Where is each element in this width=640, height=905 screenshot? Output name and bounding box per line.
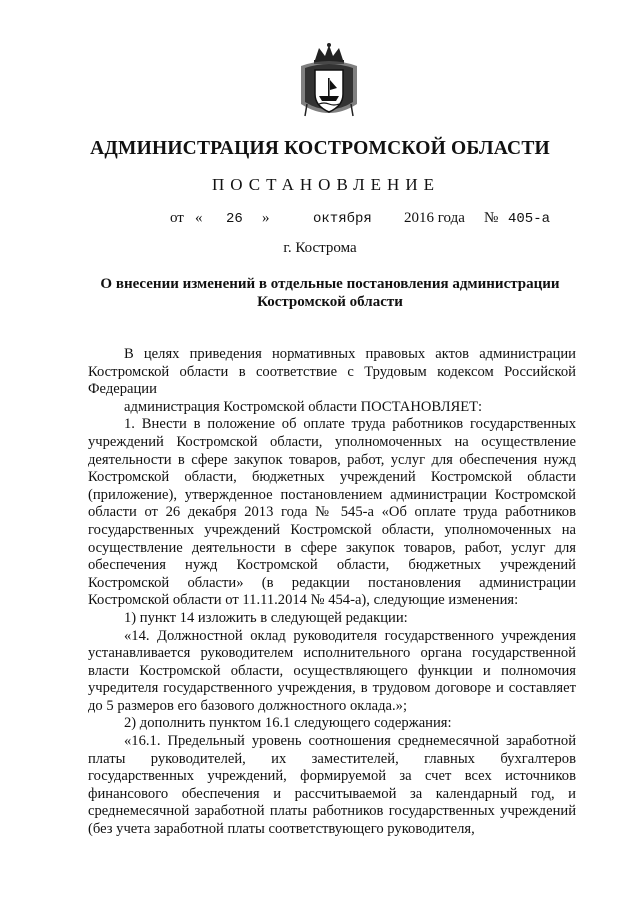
document-number: 405-а xyxy=(508,211,551,227)
body-paragraph: администрация Костромской области ПОСТАНОВЛЯЕТ: xyxy=(124,398,483,415)
date-prefix: от xyxy=(170,210,184,226)
date-day: 26 xyxy=(226,211,243,227)
date-year: 2016 года xyxy=(404,210,465,226)
document-body xyxy=(88,346,576,839)
body-paragraph: 1. Внести в положение об оплате труда работников государственных учреждений Костромской области, уполномоченных на осуществление деятельности в сфере закупок товаров, работ, услуг для обеспечения нужд Костромской области, бюджетных учреждений Костромской области (приложение), утвержденное постановлением администрации Костромской области от 26 декабря 2013 года № 545-а «Об оплате труда работников государственных учреждений Костромской области, уполномоченных на осуществление деятельности в сфере закупок товаров, работ, услуг для обеспечения нужд Костромской области, бюджетных учреждений Костромской области» (в редакции постановления администрации Костромской области от 11.11.2014 № 454-а), следующие изменения: xyxy=(88,416,576,609)
city: г. Кострома xyxy=(283,240,357,256)
document-subject xyxy=(95,275,565,311)
body-paragraph: 2) дополнить пунктом 16.1 следующего содержания: xyxy=(124,715,452,732)
document-type: ПОСТАНОВЛЕНИЕ xyxy=(211,175,440,194)
subject-line: Костромской области xyxy=(257,294,403,310)
date-quote-open: « xyxy=(195,210,203,226)
subject-line: О внесении изменений в отдельные постановления администрации xyxy=(100,276,560,292)
organization-title: АДМИНИСТРАЦИЯ КОСТРОМСКОЙ ОБЛАСТИ xyxy=(90,138,550,159)
body-paragraph: В целях приведения нормативных правовых актов администрации Костромской области в соответствие с Трудовым кодексом Российской Федерации xyxy=(88,346,576,398)
body-paragraph: «14. Должностной оклад руководителя государственного учреждения устанавливается руководителем исполнительного органа государственной власти Костромской области, осуществляющего функции и полномочия учредителя государственного учреждения, в трудовом договоре и составляет до 5 размеров его базового должностного оклада.»; xyxy=(88,627,576,714)
number-sign: № xyxy=(484,210,499,226)
date-quote-close: » xyxy=(262,210,270,226)
kostroma-coat-of-arms-icon xyxy=(297,42,361,122)
date-month: октября xyxy=(313,211,372,227)
body-paragraph: «16.1. Предельный уровень соотношения среднемесячной заработной платы руководителей, их заместителей, главных бухгалтеров государственных учреждений, формируемой за счет всех источников финансового обеспечения и рассчитываемой за календарный год, и среднемесячной заработной платы работников государственных учреждений (без учета заработной платы соответствующего руководителя, xyxy=(88,733,576,838)
body-paragraph: 1) пункт 14 изложить в следующей редакции: xyxy=(124,609,408,626)
